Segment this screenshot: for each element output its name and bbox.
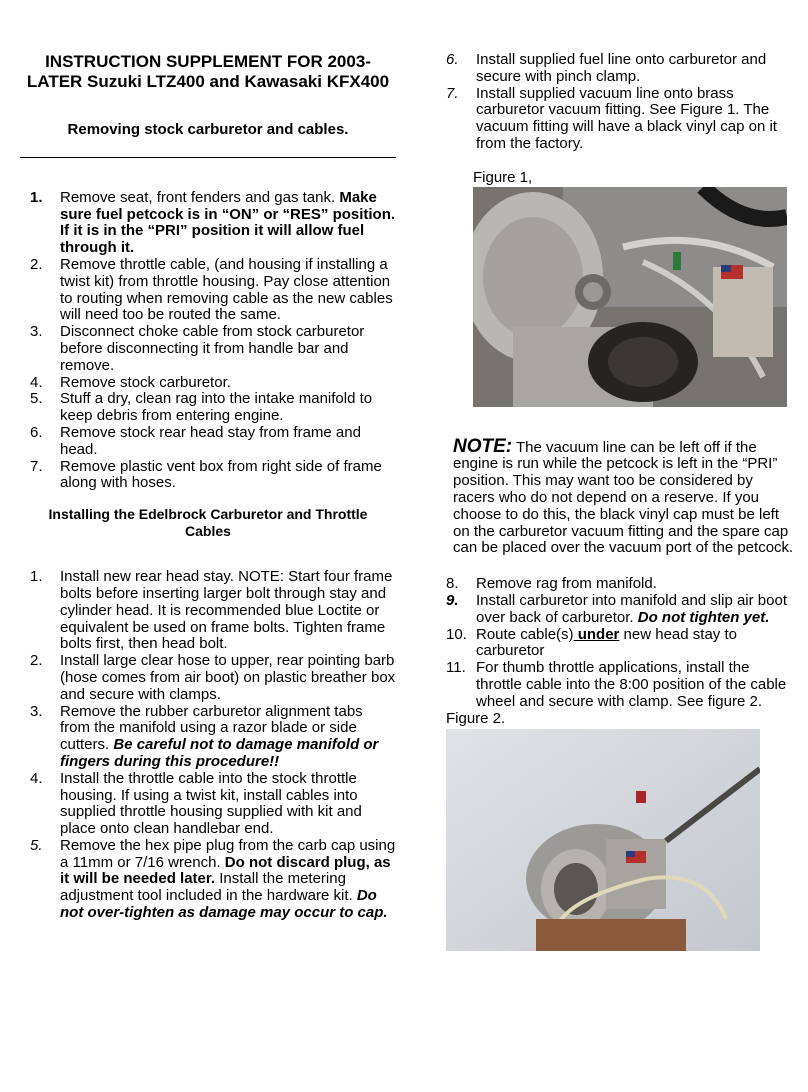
install-steps-continued-top	[446, 52, 794, 153]
removal-steps-list	[20, 190, 396, 492]
figure1-photo	[473, 187, 787, 407]
figure2-photo	[446, 729, 760, 951]
document-title: INSTRUCTION SUPPLEMENT FOR 2003-LATER Suzuki LTZ400 and Kawasaki KFX400	[26, 52, 390, 91]
list-item: 8. Remove rag from manifold.	[446, 575, 657, 593]
section-heading-removing: Removing stock carburetor and cables.	[67, 121, 349, 138]
list-item: 10. Route cable(s) under new head stay to carburetor	[446, 625, 737, 660]
list-item: 7. Install supplied vacuum line onto brass carburetor vacuum fitting. See Figure 1. The vacuum fitting will have a black vinyl cap on it from the factory.	[446, 84, 777, 152]
section-heading-installing: Installing the Edelbrock Carburetor and Throttle Cables	[48, 506, 368, 539]
right-column	[446, 52, 794, 951]
list-item: 11. For thumb throttle applications, install the throttle cable into the 8:00 position of the cable wheel and secure with clamp. See figure 2.	[446, 659, 787, 710]
list-item: 1. Remove seat, front fenders and gas tank. Make sure fuel petcock is in “ON” or “RES” position. If it is in the “PRI” position it will allow fuel through it.	[30, 188, 396, 257]
list-item: 7. Remove plastic vent box from right side of frame along with hoses.	[30, 457, 382, 492]
list-item: 4. Remove stock carburetor.	[30, 373, 231, 391]
left-column	[20, 52, 396, 922]
list-item: 5. Remove the hex pipe plug from the carb cap using a 11mm or 7/16 wrench. Do not discard plug, as it will be needed later. Install the metering adjustment tool included in the hardware kit. Do not over-tighten as damage may occur to cap.	[30, 836, 396, 922]
list-item: 1. Install new rear head stay. NOTE: Start four frame bolts before inserting larger bolt through stay and cylinder head. It is recommended blue Loctite or equivalent be used on frame bolts. Tighten frame bolts first, then head bolt.	[30, 568, 393, 653]
list-item: 4. Install the throttle cable into the stock throttle housing. If using a twist kit, install cables into supplied throttle housing supplied with kit and place onto clean handlebar end.	[30, 769, 362, 838]
list-item: 3. Disconnect choke cable from stock carburetor before disconnecting it from handle bar and remove.	[30, 323, 365, 374]
figure1-caption: Figure 1,	[473, 168, 533, 186]
carburetor-cable-photo-image	[446, 729, 760, 951]
install-steps-list	[20, 569, 396, 922]
list-item: 5. Stuff a dry, clean rag into the intake manifold to keep debris from entering engine.	[30, 390, 373, 425]
list-item: 3. Remove the rubber carburetor alignment tabs from the manifold using a razor blade or side cutters. Be careful not to damage manifold or fingers during this procedure!!	[30, 702, 379, 770]
note-label: NOTE:	[453, 435, 513, 457]
list-item: 6. Remove stock rear head stay from frame and head.	[30, 423, 361, 458]
list-item: 2. Remove throttle cable, (and housing if installing a twist kit) from throttle housing. Pay close attention to routing when removing cable as the new cables will need too be routed the same.	[30, 255, 393, 324]
list-item: 6. Install supplied fuel line onto carburetor and secure with pinch clamp.	[446, 51, 767, 85]
note-paragraph	[446, 435, 794, 558]
figure2-caption: Figure 2.	[446, 709, 506, 727]
install-steps-continued-bottom	[446, 576, 794, 710]
note-text: The vacuum line can be left off if the engine is run while the petcock is left in the “PRI” position. This may want too be considered by racers who do not depend on a reserve. If you choose to do this, the black vinyl cap must be left on the carburetor vacuum fitting and the spare cap can be placed over the vacuum port of the petcock.	[453, 438, 794, 557]
list-item: 2. Install large clear hose to upper, rear pointing barb (hose comes from air boot) on plastic breather box and secure with clamps.	[30, 652, 396, 703]
carburetor-photo-image	[473, 187, 787, 407]
list-item: 9. Install carburetor into manifold and slip air boot over back of carburetor. Do not tighten yet.	[446, 591, 788, 626]
